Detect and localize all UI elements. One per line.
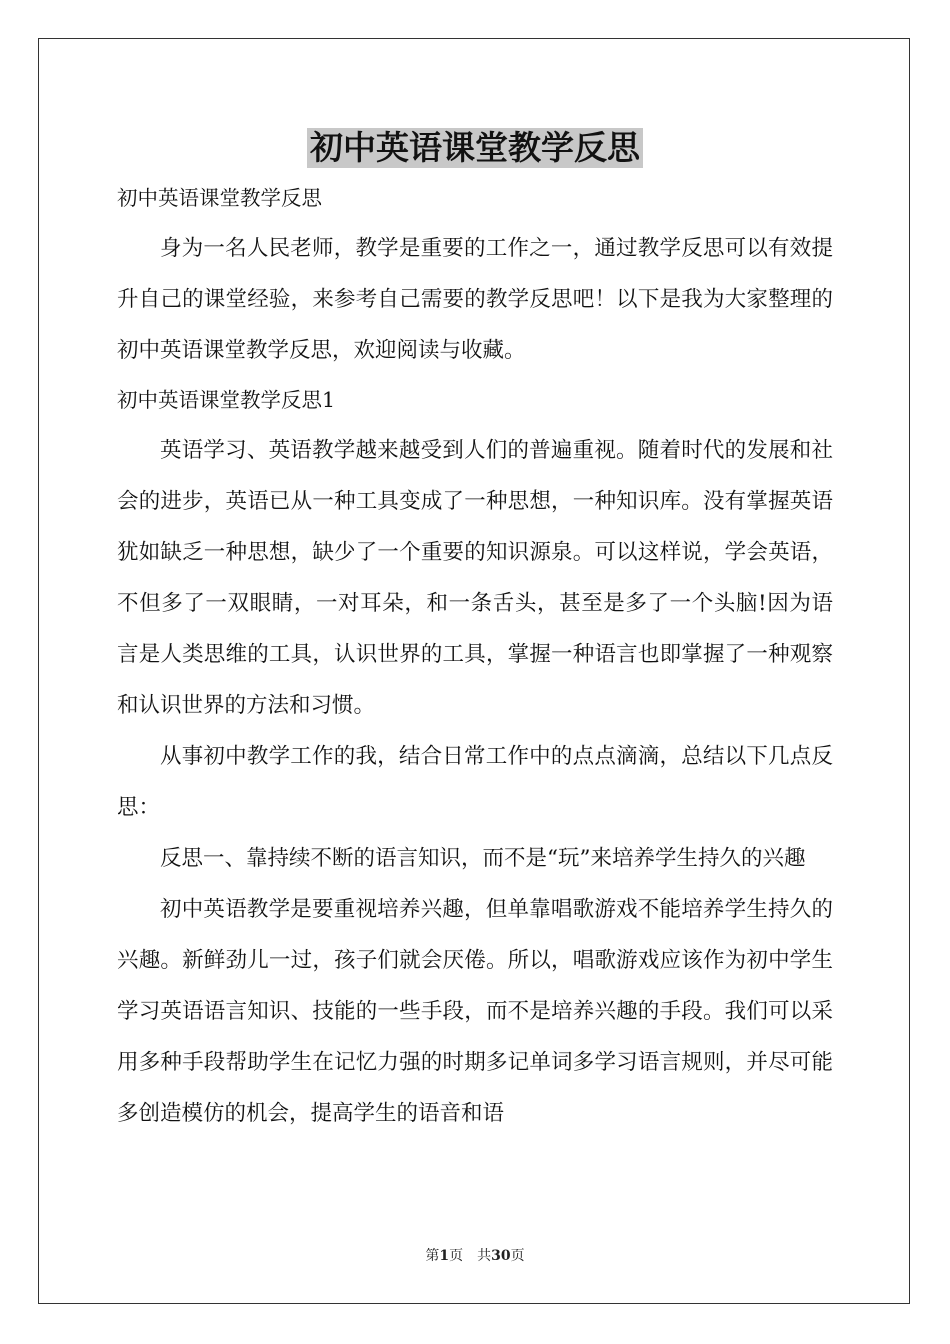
paragraph: 从事初中教学工作的我，结合日常工作中的点点滴滴，总结以下几点反思： (117, 744, 833, 820)
paragraph: 英语学习、英语教学越来越受到人们的普遍重视。随着时代的发展和社会的进步，英语已从一种工具变成了一种思想，一种知识库。没有掌握英语犹如缺乏一种思想，缺少了一个重要的知识源泉。可以这样说，学会英语，不但多了一双眼睛，一对耳朵，和一条舌头，甚至是多了一个头脑!因为语言是人类思维的工具，认识世界的工具，掌握一种语言也即掌握了一种观察和认识世界的方法和习惯。 (117, 438, 833, 718)
paragraph: 初中英语教学是要重视培养兴趣，但单靠唱歌游戏不能培养学生持久的兴趣。新鲜劲儿一过，孩子们就会厌倦。所以，唱歌游戏应该作为初中学生学习英语语言知识、技能的一些手段，而不是培养兴趣的手段。我们可以采用多种手段帮助学生在记忆力强的时期多记单词多学习语言规则，并尽可能多创造模仿的机会，提高学生的语音和语 (117, 897, 833, 1126)
document-title (0, 128, 950, 168)
page-number-total: 30 (491, 1248, 511, 1264)
document-body (117, 174, 833, 1139)
page-number-suffix: 页 (510, 1248, 525, 1264)
page-number-prefix: 第 (425, 1248, 440, 1264)
page-footer (0, 1246, 950, 1266)
section-heading: 初中英语课堂教学反思1 (117, 388, 336, 412)
paragraph: 反思一、靠持续不断的语言知识，而不是“玩”来培养学生持久的兴趣 (160, 846, 806, 871)
document-title-text: 初中英语课堂教学反思 (307, 128, 643, 168)
page-number-mid: 页 共 (449, 1248, 492, 1264)
paragraph: 身为一名人民老师，教学是重要的工作之一，通过教学反思可以有效提升自己的课堂经验，来参考自己需要的教学反思吧！以下是我为大家整理的初中英语课堂教学反思，欢迎阅读与收藏。 (117, 236, 833, 363)
page-number-current: 1 (439, 1248, 450, 1264)
section-heading: 初中英语课堂教学反思 (117, 186, 322, 210)
